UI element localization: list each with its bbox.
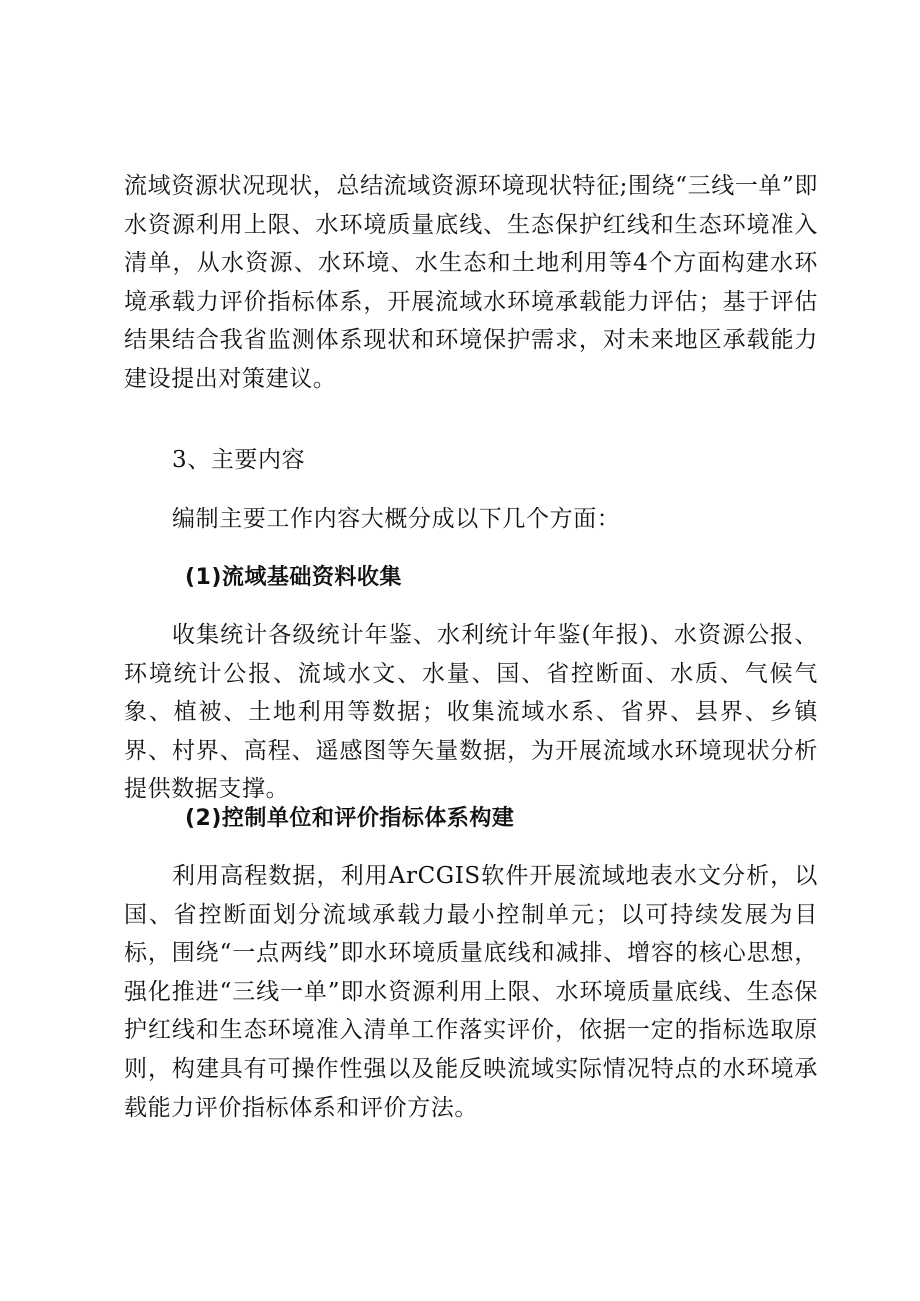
section-intro: 编制主要工作内容大概分成以下几个方面：: [172, 506, 621, 532]
subsection-1-body: 收集统计各级统计年鉴、水利统计年鉴(年报)、水资源公报、环境统计公报、流域水文、水量、国、省控断面、水质、气候气象、植被、土地利用等数据；收集流域水系、省界、县界、乡镇界、村界、高程、遥感图等矢量数据，为开展流域水环境现状分析提供数据支撑。: [124, 622, 818, 803]
subsection-2-title: (2)控制单位和评价指标体系构建: [185, 806, 515, 831]
intro-paragraph: 流域资源状况现状，总结流域资源环境现状特征;围绕“三线一单”即水资源利用上限、水环境质量底线、生态保护红线和生态环境准入清单，从水资源、水环境、水生态和土地利用等4个方面构建水环境承载力评价指标体系，开展流域水环境承载能力评估；基于评估结果结合我省监测体系现状和环境保护需求，对未来地区承载能力建设提出对策建议。: [124, 173, 818, 392]
subsection-2-body: 利用高程数据，利用ArCGIS软件开展流域地表水文分析，以国、省控断面划分流域承载力最小控制单元；以可持续发展为目标，围绕“一点两线”即水环境质量底线和减排、增容的核心思想，强化推进“三线一单”即水资源利用上限、水环境质量底线、生态保护红线和生态环境准入清单工作落实评价，依据一定的指标选取原则，构建具有可操作性强以及能反映流域实际情况特点的水环境承载能力评价指标体系和评价方法。: [124, 863, 818, 1121]
subsection-1-title: (1)流域基础资料收集: [185, 565, 402, 590]
section-heading: 3、主要内容: [172, 447, 306, 473]
